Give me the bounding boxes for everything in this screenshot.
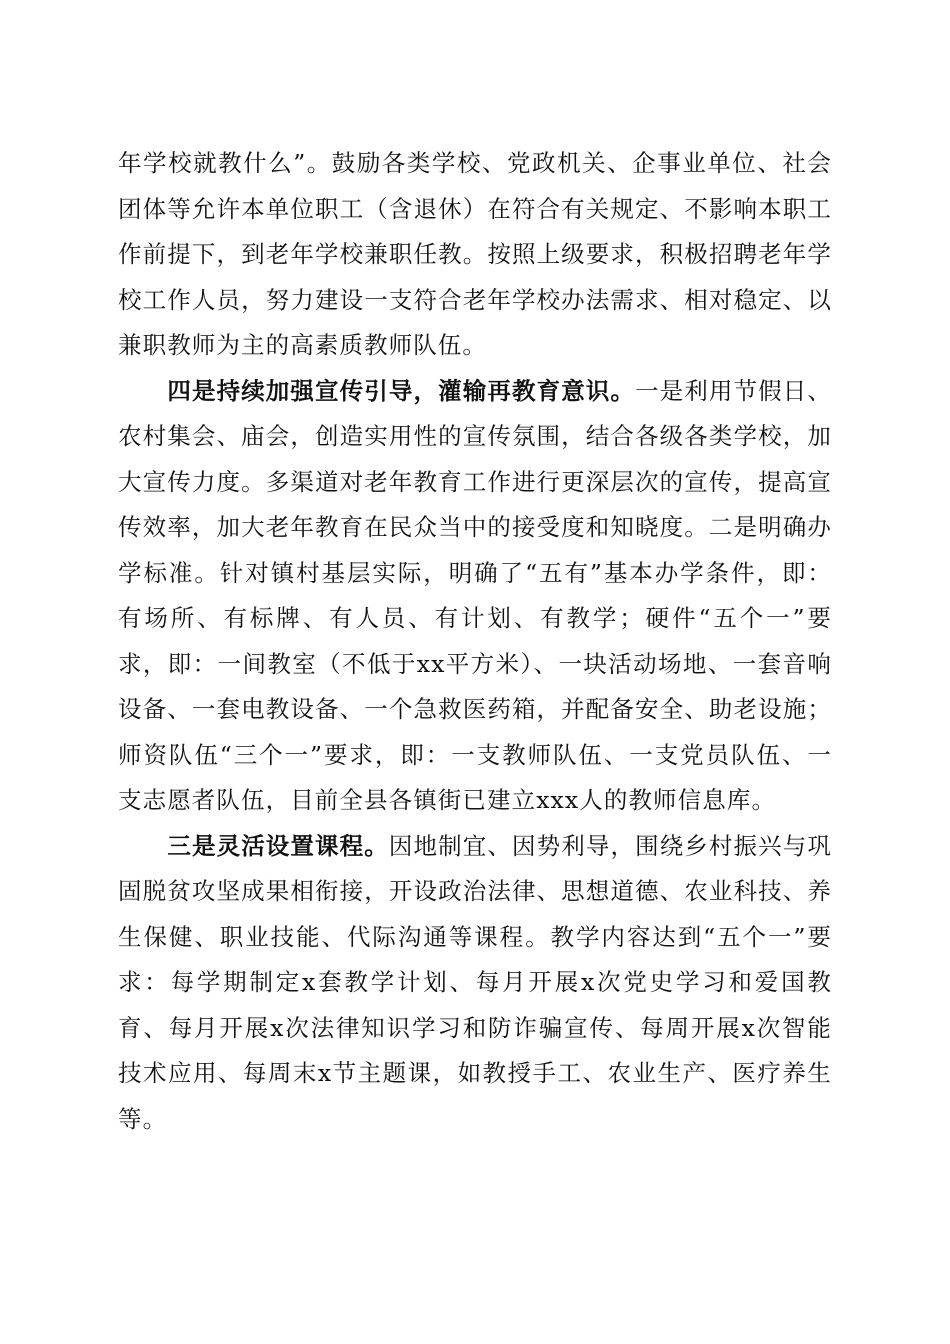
paragraph-publicity: [118, 369, 832, 824]
paragraph-body: 因地制宜、因势利导，围绕乡村振兴与巩固脱贫攻坚成果相衔接，开设政治法律、思想道德、农业科技、养生保健、职业技能、代际沟通等课程。教学内容达到“五个一”要求：每学期制定x套教学计划、每月开展x次党史学习和爱国教育、每月开展x次法律知识学习和防诈骗宣传、每周开展x次智能技术应用、每周末x节主题课，如教授手工、农业生产、医疗养生等。: [118, 831, 832, 1133]
paragraph-continuation: [118, 141, 832, 369]
paragraph-heading: 三是灵活设置课程。: [167, 831, 389, 860]
document-page: [118, 141, 832, 1142]
paragraph-body: 一是利用节假日、农村集会、庙会，创造实用性的宣传氛围，结合各级各类学校，加大宣传力度。多渠道对老年教育工作进行更深层次的宣传，提高宣传效率，加大老年教育在民众当中的接受度和知晓度。二是明确办学标准。针对镇村基层实际，明确了“五有”基本办学条件，即：有场所、有标牌、有人员、有计划、有教学；硬件“五个一”要求，即：一间教室（不低于xx平方米）、一块活动场地、一套音响设备、一套电教设备、一个急救医药箱，并配备安全、助老设施；师资队伍“三个一”要求，即：一支教师队伍、一支党员队伍、一支志愿者队伍，目前全县各镇街已建立xxx人的教师信息库。: [118, 376, 832, 814]
paragraph-body: 年学校就教什么”。鼓励各类学校、党政机关、企事业单位、社会团体等允许本单位职工（含退休）在符合有关规定、不影响本职工作前提下，到老年学校兼职任教。按照上级要求，积极招聘老年学校工作人员，努力建设一支符合老年学校办法需求、相对稳定、以兼职教师为主的高素质教师队伍。: [118, 149, 832, 359]
paragraph-heading: 四是持续加强宣传引导，灌输再教育意识。: [167, 376, 636, 405]
paragraph-courses: [118, 824, 832, 1143]
